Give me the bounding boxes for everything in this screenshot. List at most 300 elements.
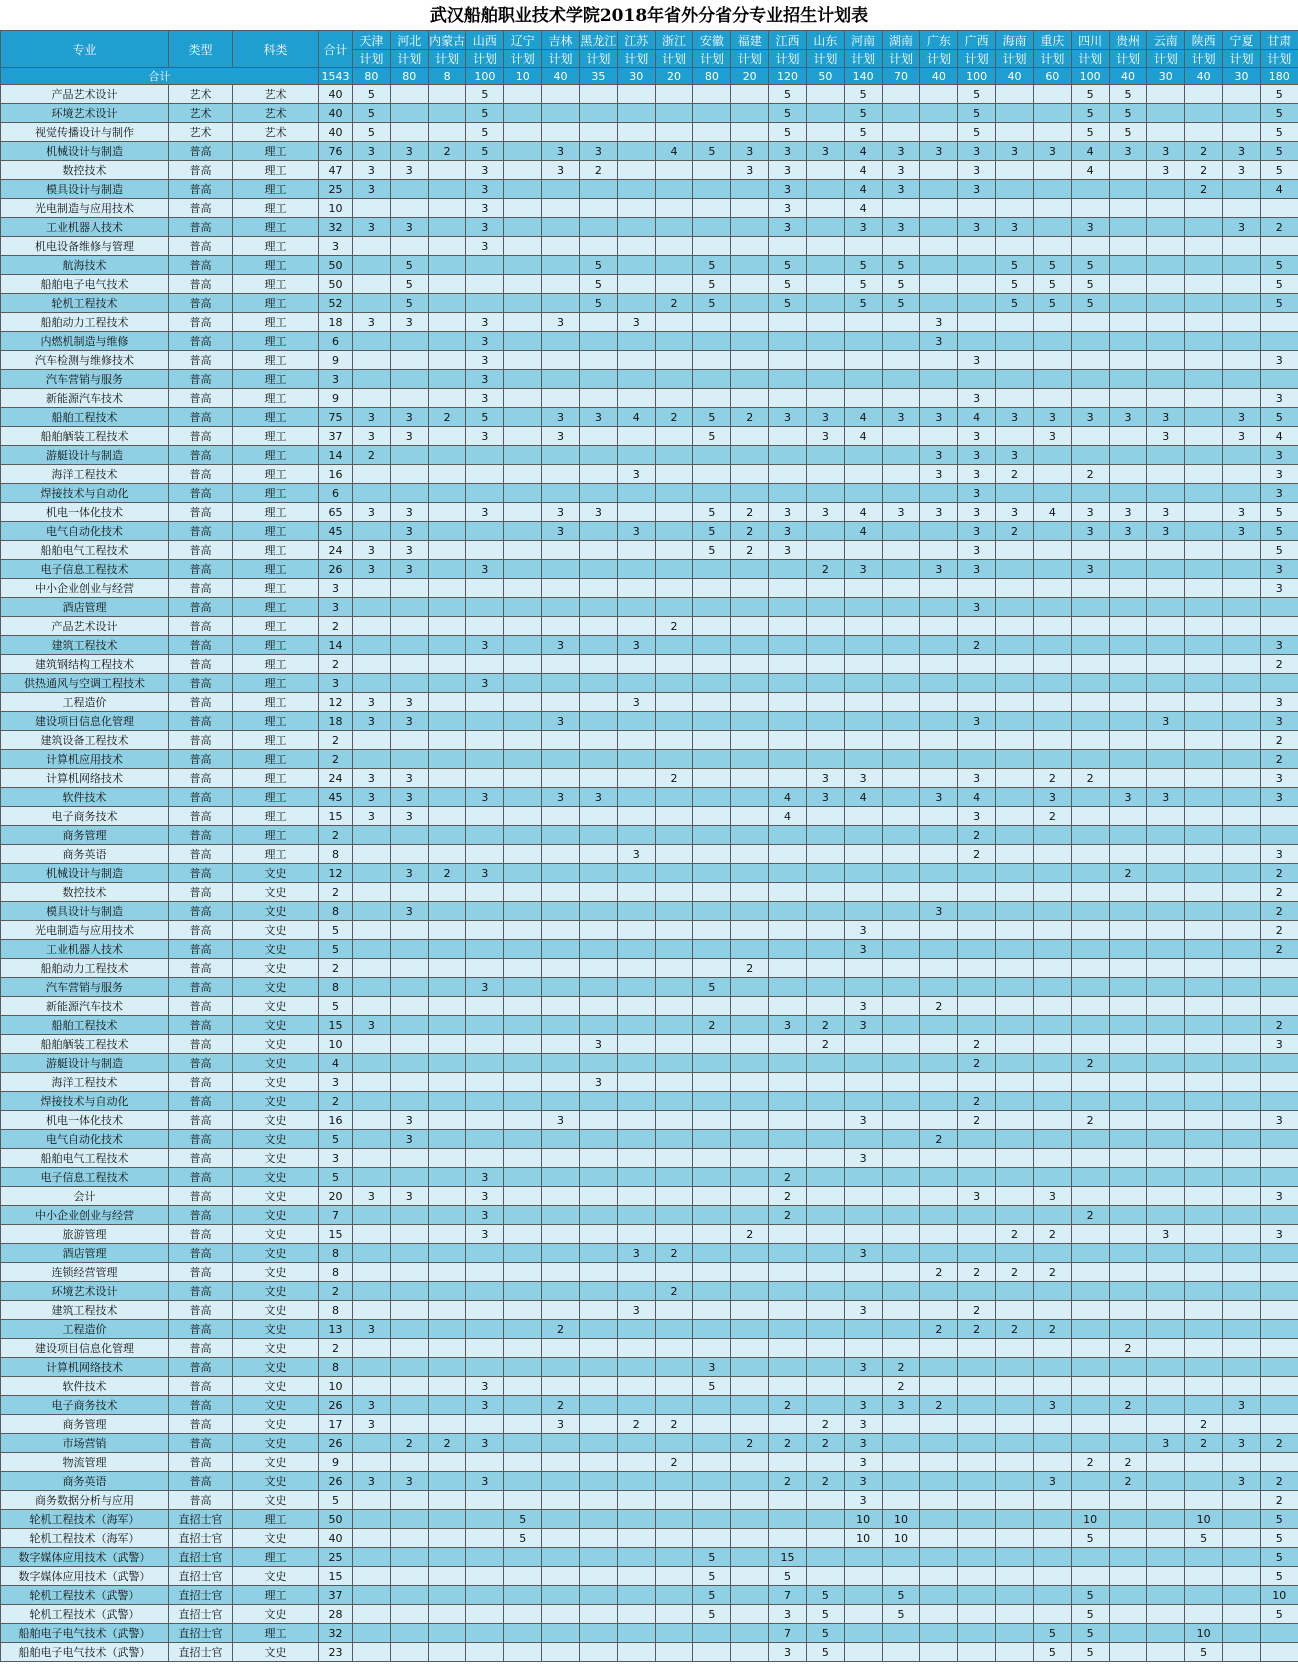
province-plan-cell: 3 <box>466 1168 504 1187</box>
province-plan-cell: 3 <box>958 541 996 560</box>
province-plan-cell <box>693 161 731 180</box>
province-plan-cell <box>996 1643 1034 1662</box>
province-plan-cell <box>1185 1225 1223 1244</box>
major-cell: 船舶舾装工程技术 <box>1 427 169 446</box>
province-plan-cell <box>1260 237 1298 256</box>
subject-cell: 理工 <box>233 180 319 199</box>
province-plan-cell <box>579 465 617 484</box>
province-plan-cell <box>882 1491 920 1510</box>
province-plan-cell <box>353 883 391 902</box>
province-plan-cell <box>844 237 882 256</box>
province-plan-cell <box>542 1472 580 1491</box>
province-plan-cell <box>617 921 655 940</box>
province-plan-cell <box>1185 921 1223 940</box>
province-plan-cell <box>1071 1168 1109 1187</box>
province-plan-cell <box>655 1396 693 1415</box>
province-plan-cell: 3 <box>390 693 428 712</box>
subject-cell: 文史 <box>233 1149 319 1168</box>
province-plan-cell <box>390 123 428 142</box>
type-cell: 普高 <box>169 1073 233 1092</box>
province-plan-cell <box>617 997 655 1016</box>
province-plan-cell <box>769 1301 807 1320</box>
summary-province-plan: 40 <box>542 68 580 85</box>
province-plan-cell <box>466 1339 504 1358</box>
province-plan-cell <box>428 1605 466 1624</box>
province-plan-cell <box>579 218 617 237</box>
province-plan-cell: 5 <box>806 1643 844 1662</box>
province-plan-cell: 2 <box>1071 465 1109 484</box>
province-plan-cell <box>655 1073 693 1092</box>
province-plan-cell <box>655 921 693 940</box>
province-plan-cell <box>806 522 844 541</box>
column-header-plan: 计划 <box>920 50 958 68</box>
province-plan-cell <box>731 313 769 332</box>
province-plan-cell <box>1033 104 1071 123</box>
province-plan-cell: 3 <box>353 541 391 560</box>
province-plan-cell <box>1071 1016 1109 1035</box>
column-header-province: 江西 <box>769 31 807 50</box>
province-plan-cell <box>731 218 769 237</box>
total-cell: 50 <box>319 275 353 294</box>
province-plan-cell <box>353 1605 391 1624</box>
province-plan-cell: 3 <box>466 978 504 997</box>
province-plan-cell: 4 <box>769 788 807 807</box>
type-cell: 普高 <box>169 921 233 940</box>
province-plan-cell <box>617 598 655 617</box>
type-cell: 普高 <box>169 180 233 199</box>
province-plan-cell <box>806 313 844 332</box>
province-plan-cell <box>466 522 504 541</box>
province-plan-cell <box>958 237 996 256</box>
province-plan-cell <box>617 1054 655 1073</box>
province-plan-cell <box>617 1263 655 1282</box>
province-plan-cell <box>1033 617 1071 636</box>
province-plan-cell <box>504 408 542 427</box>
subject-cell: 理工 <box>233 446 319 465</box>
province-plan-cell: 3 <box>542 161 580 180</box>
province-plan-cell: 2 <box>655 1244 693 1263</box>
province-plan-cell <box>1147 1624 1185 1643</box>
province-plan-cell <box>693 617 731 636</box>
province-plan-cell <box>1109 1282 1147 1301</box>
province-plan-cell <box>428 1320 466 1339</box>
province-plan-cell <box>958 1396 996 1415</box>
table-row <box>1 332 1298 351</box>
province-plan-cell <box>958 1529 996 1548</box>
province-plan-cell: 3 <box>1109 788 1147 807</box>
table-row <box>1 1358 1298 1377</box>
province-plan-cell <box>1185 294 1223 313</box>
province-plan-cell <box>920 161 958 180</box>
province-plan-cell <box>1185 1548 1223 1567</box>
province-plan-cell: 3 <box>466 161 504 180</box>
province-plan-cell <box>920 1225 958 1244</box>
province-plan-cell <box>1147 1168 1185 1187</box>
subject-cell: 理工 <box>233 769 319 788</box>
province-plan-cell <box>806 655 844 674</box>
province-plan-cell <box>958 1510 996 1529</box>
column-header-province: 重庆 <box>1033 31 1071 50</box>
column-header-province: 广东 <box>920 31 958 50</box>
province-plan-cell: 5 <box>693 256 731 275</box>
province-plan-cell <box>693 1453 731 1472</box>
province-plan-cell: 4 <box>1260 427 1298 446</box>
province-plan-cell <box>504 275 542 294</box>
province-plan-cell <box>504 180 542 199</box>
total-cell: 5 <box>319 1168 353 1187</box>
province-plan-cell <box>428 674 466 693</box>
province-plan-cell <box>958 750 996 769</box>
province-plan-cell: 2 <box>1260 750 1298 769</box>
province-plan-cell <box>617 1206 655 1225</box>
province-plan-cell <box>1147 1453 1185 1472</box>
province-plan-cell <box>1185 940 1223 959</box>
province-plan-cell <box>617 541 655 560</box>
province-plan-cell <box>579 579 617 598</box>
province-plan-cell <box>1033 446 1071 465</box>
province-plan-cell <box>466 617 504 636</box>
province-plan-cell <box>996 1529 1034 1548</box>
province-plan-cell <box>579 731 617 750</box>
province-plan-cell <box>996 712 1034 731</box>
province-plan-cell <box>1223 921 1261 940</box>
total-cell: 9 <box>319 1453 353 1472</box>
province-plan-cell <box>1185 446 1223 465</box>
province-plan-cell: 3 <box>1260 712 1298 731</box>
province-plan-cell <box>806 237 844 256</box>
province-plan-cell <box>731 655 769 674</box>
province-plan-cell <box>958 1415 996 1434</box>
province-plan-cell <box>693 370 731 389</box>
table-row <box>1 1130 1298 1149</box>
province-plan-cell <box>731 104 769 123</box>
major-cell: 电气自动化技术 <box>1 1130 169 1149</box>
province-plan-cell <box>1109 1548 1147 1567</box>
subject-cell: 理工 <box>233 693 319 712</box>
province-plan-cell <box>996 161 1034 180</box>
table-row <box>1 275 1298 294</box>
province-plan-cell <box>996 845 1034 864</box>
type-cell: 普高 <box>169 1472 233 1491</box>
province-plan-cell <box>617 826 655 845</box>
province-plan-cell <box>1147 902 1185 921</box>
province-plan-cell <box>731 1529 769 1548</box>
province-plan-cell <box>1147 85 1185 104</box>
province-plan-cell <box>1071 1282 1109 1301</box>
province-plan-cell: 3 <box>1033 427 1071 446</box>
major-cell: 商务英语 <box>1 1472 169 1491</box>
province-plan-cell <box>731 484 769 503</box>
province-plan-cell <box>806 845 844 864</box>
province-plan-cell <box>769 1415 807 1434</box>
province-plan-cell <box>996 1586 1034 1605</box>
province-plan-cell <box>542 1605 580 1624</box>
table-row <box>1 712 1298 731</box>
province-plan-cell <box>1185 123 1223 142</box>
province-plan-cell <box>466 1035 504 1054</box>
province-plan-cell <box>428 598 466 617</box>
province-plan-cell <box>390 1054 428 1073</box>
province-plan-cell: 3 <box>542 522 580 541</box>
table-row <box>1 1605 1298 1624</box>
province-plan-cell <box>390 1567 428 1586</box>
province-plan-cell <box>617 788 655 807</box>
summary-province-plan: 180 <box>1260 68 1298 85</box>
province-plan-cell: 5 <box>579 256 617 275</box>
province-plan-cell: 3 <box>920 408 958 427</box>
province-plan-cell: 2 <box>806 1472 844 1491</box>
table-row <box>1 693 1298 712</box>
column-header-plan: 计划 <box>882 50 920 68</box>
province-plan-cell <box>920 351 958 370</box>
province-plan-cell <box>353 1624 391 1643</box>
province-plan-cell <box>996 1472 1034 1491</box>
province-plan-cell: 2 <box>920 997 958 1016</box>
column-header-province: 河北 <box>390 31 428 50</box>
province-plan-cell: 4 <box>958 408 996 427</box>
province-plan-cell <box>504 1092 542 1111</box>
province-plan-cell <box>1185 883 1223 902</box>
province-plan-cell <box>353 921 391 940</box>
province-plan-cell <box>920 1567 958 1586</box>
table-row <box>1 921 1298 940</box>
province-plan-cell <box>1109 1434 1147 1453</box>
major-cell: 工程造价 <box>1 1320 169 1339</box>
province-plan-cell <box>996 180 1034 199</box>
province-plan-cell <box>806 1263 844 1282</box>
province-plan-cell <box>542 199 580 218</box>
subject-cell: 文史 <box>233 1244 319 1263</box>
province-plan-cell: 3 <box>1260 484 1298 503</box>
province-plan-cell <box>655 370 693 389</box>
province-plan-cell <box>806 750 844 769</box>
province-plan-cell: 4 <box>617 408 655 427</box>
province-plan-cell <box>769 693 807 712</box>
province-plan-cell: 3 <box>542 313 580 332</box>
column-header-province: 河南 <box>844 31 882 50</box>
province-plan-cell <box>390 845 428 864</box>
province-plan-cell <box>1185 1206 1223 1225</box>
province-plan-cell <box>1071 902 1109 921</box>
province-plan-cell <box>1147 1111 1185 1130</box>
province-plan-cell <box>1185 522 1223 541</box>
province-plan-cell <box>693 446 731 465</box>
province-plan-cell <box>1185 1111 1223 1130</box>
province-plan-cell <box>1033 1149 1071 1168</box>
province-plan-cell: 4 <box>1260 180 1298 199</box>
province-plan-cell <box>353 1282 391 1301</box>
province-plan-cell <box>617 1035 655 1054</box>
province-plan-cell <box>920 940 958 959</box>
province-plan-cell: 3 <box>920 788 958 807</box>
province-plan-cell <box>466 1624 504 1643</box>
province-plan-cell <box>542 1092 580 1111</box>
province-plan-cell <box>390 921 428 940</box>
province-plan-cell <box>769 883 807 902</box>
province-plan-cell <box>466 1510 504 1529</box>
province-plan-cell: 2 <box>1109 1339 1147 1358</box>
province-plan-cell <box>1147 750 1185 769</box>
province-plan-cell: 3 <box>353 142 391 161</box>
province-plan-cell <box>844 465 882 484</box>
province-plan-cell <box>353 978 391 997</box>
type-cell: 普高 <box>169 902 233 921</box>
province-plan-cell <box>693 85 731 104</box>
province-plan-cell <box>806 1130 844 1149</box>
province-plan-cell <box>504 1149 542 1168</box>
province-plan-cell <box>731 1073 769 1092</box>
total-cell: 8 <box>319 978 353 997</box>
province-plan-cell <box>806 1282 844 1301</box>
province-plan-cell <box>655 1358 693 1377</box>
subject-cell: 文史 <box>233 1377 319 1396</box>
table-row <box>1 940 1298 959</box>
major-cell: 船舶舾装工程技术 <box>1 1035 169 1054</box>
province-plan-cell <box>428 1282 466 1301</box>
subject-cell: 艺术 <box>233 85 319 104</box>
province-plan-cell <box>428 807 466 826</box>
province-plan-cell <box>542 1510 580 1529</box>
total-cell: 15 <box>319 1016 353 1035</box>
type-cell: 普高 <box>169 313 233 332</box>
table-row <box>1 142 1298 161</box>
major-cell: 船舶电子电气技术 <box>1 275 169 294</box>
province-plan-cell <box>920 85 958 104</box>
total-cell: 5 <box>319 997 353 1016</box>
province-plan-cell <box>693 788 731 807</box>
major-cell: 会计 <box>1 1187 169 1206</box>
province-plan-cell: 2 <box>1033 769 1071 788</box>
province-plan-cell <box>1109 370 1147 389</box>
province-plan-cell <box>1109 389 1147 408</box>
province-plan-cell <box>882 921 920 940</box>
subject-cell: 文史 <box>233 1282 319 1301</box>
province-plan-cell <box>1147 1320 1185 1339</box>
column-header-plan: 计划 <box>428 50 466 68</box>
province-plan-cell <box>655 1130 693 1149</box>
total-cell: 25 <box>319 1548 353 1567</box>
province-plan-cell <box>806 199 844 218</box>
province-plan-cell: 3 <box>542 788 580 807</box>
province-plan-cell <box>579 446 617 465</box>
province-plan-cell <box>1260 1168 1298 1187</box>
major-cell: 电子信息工程技术 <box>1 560 169 579</box>
province-plan-cell: 3 <box>390 427 428 446</box>
province-plan-cell: 5 <box>844 275 882 294</box>
province-plan-cell <box>390 826 428 845</box>
province-plan-cell <box>769 1244 807 1263</box>
province-plan-cell: 2 <box>1260 1491 1298 1510</box>
province-plan-cell <box>1109 275 1147 294</box>
province-plan-cell <box>579 1301 617 1320</box>
province-plan-cell: 2 <box>1033 1225 1071 1244</box>
province-plan-cell <box>693 218 731 237</box>
province-plan-cell <box>655 313 693 332</box>
province-plan-cell <box>920 199 958 218</box>
province-plan-cell <box>806 959 844 978</box>
province-plan-cell <box>504 1339 542 1358</box>
province-plan-cell <box>1109 902 1147 921</box>
province-plan-cell <box>1223 959 1261 978</box>
province-plan-cell <box>353 351 391 370</box>
province-plan-cell <box>504 370 542 389</box>
province-plan-cell <box>504 237 542 256</box>
total-cell: 12 <box>319 864 353 883</box>
summary-province-plan: 35 <box>579 68 617 85</box>
province-plan-cell <box>693 883 731 902</box>
enrollment-plan-table <box>0 30 1298 1662</box>
province-plan-cell: 5 <box>769 104 807 123</box>
province-plan-cell <box>1147 826 1185 845</box>
province-plan-cell <box>1223 807 1261 826</box>
type-cell: 普高 <box>169 655 233 674</box>
province-plan-cell <box>353 256 391 275</box>
province-plan-cell <box>996 1567 1034 1586</box>
province-plan-cell: 2 <box>806 560 844 579</box>
province-plan-cell <box>769 902 807 921</box>
province-plan-cell <box>617 579 655 598</box>
province-plan-cell <box>1223 332 1261 351</box>
total-cell: 37 <box>319 1586 353 1605</box>
province-plan-cell <box>504 731 542 750</box>
province-plan-cell: 2 <box>1071 769 1109 788</box>
province-plan-cell <box>579 351 617 370</box>
province-plan-cell <box>1223 256 1261 275</box>
province-plan-cell: 2 <box>1260 883 1298 902</box>
province-plan-cell <box>806 1149 844 1168</box>
province-plan-cell <box>1223 1339 1261 1358</box>
total-cell: 24 <box>319 769 353 788</box>
province-plan-cell: 3 <box>882 408 920 427</box>
subject-cell: 理工 <box>233 674 319 693</box>
province-plan-cell <box>844 959 882 978</box>
province-plan-cell: 3 <box>844 1415 882 1434</box>
total-cell: 6 <box>319 484 353 503</box>
province-plan-cell: 2 <box>882 1377 920 1396</box>
province-plan-cell <box>882 237 920 256</box>
total-cell: 7 <box>319 1206 353 1225</box>
province-plan-cell: 2 <box>542 1320 580 1339</box>
province-plan-cell <box>655 674 693 693</box>
subject-cell: 文史 <box>233 1016 319 1035</box>
province-plan-cell <box>996 598 1034 617</box>
table-row <box>1 256 1298 275</box>
province-plan-cell <box>806 1168 844 1187</box>
province-plan-cell <box>504 1491 542 1510</box>
province-plan-cell <box>996 1377 1034 1396</box>
province-plan-cell <box>1223 731 1261 750</box>
province-plan-cell <box>996 370 1034 389</box>
province-plan-cell <box>958 1491 996 1510</box>
province-plan-cell: 5 <box>1260 256 1298 275</box>
column-header-province: 贵州 <box>1109 31 1147 50</box>
province-plan-cell <box>731 1282 769 1301</box>
province-plan-cell <box>504 1586 542 1605</box>
province-plan-cell <box>1223 636 1261 655</box>
type-cell: 普高 <box>169 769 233 788</box>
province-plan-cell <box>1147 199 1185 218</box>
province-plan-cell <box>1109 959 1147 978</box>
province-plan-cell <box>1185 1301 1223 1320</box>
province-plan-cell <box>693 674 731 693</box>
province-plan-cell <box>390 1396 428 1415</box>
province-plan-cell <box>1033 731 1071 750</box>
province-plan-cell <box>731 1092 769 1111</box>
province-plan-cell <box>996 959 1034 978</box>
province-plan-cell: 3 <box>579 1035 617 1054</box>
major-cell: 船舶电气工程技术 <box>1 541 169 560</box>
province-plan-cell <box>353 902 391 921</box>
